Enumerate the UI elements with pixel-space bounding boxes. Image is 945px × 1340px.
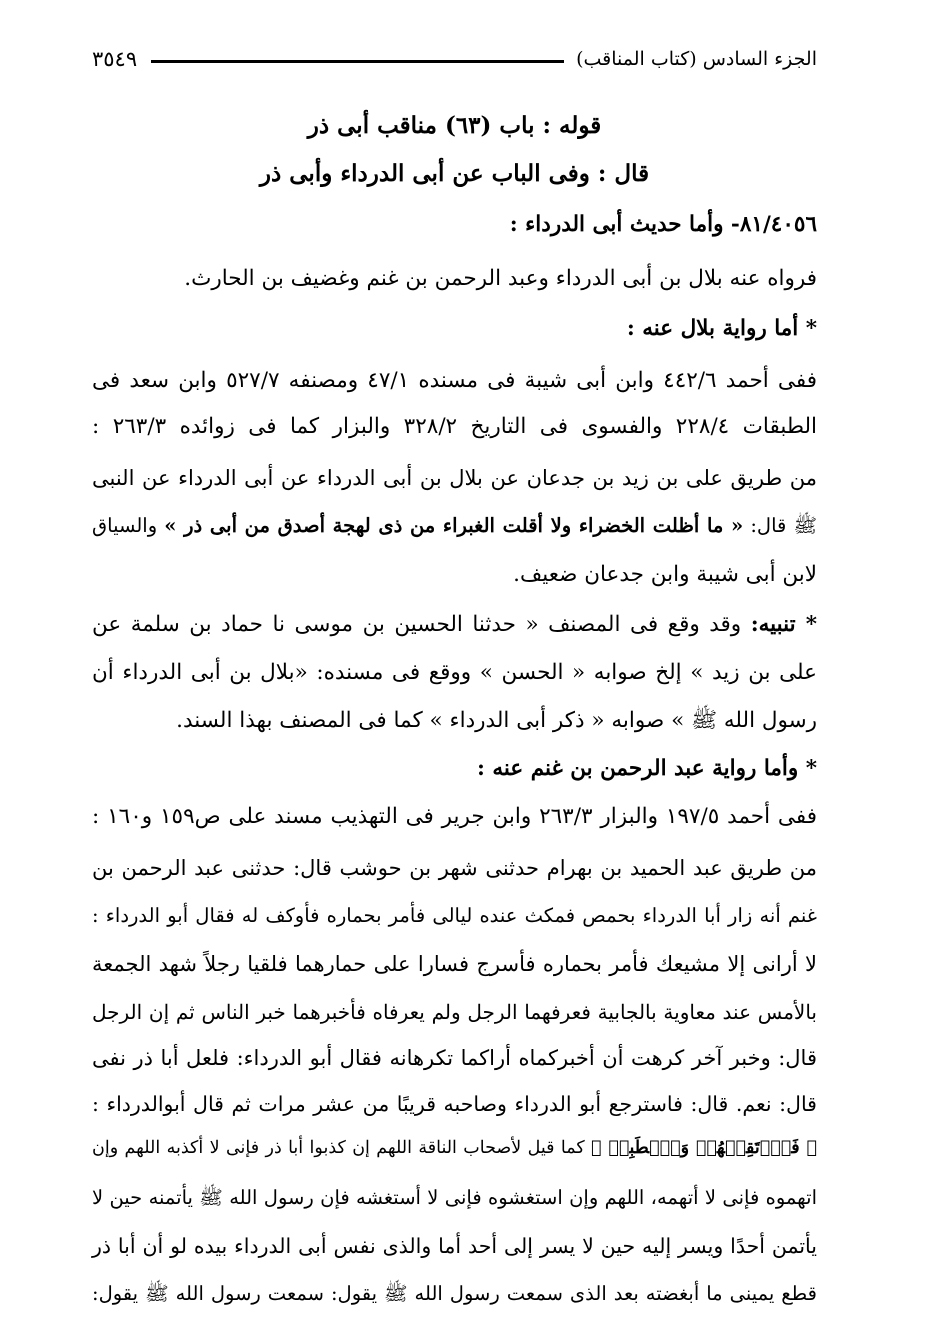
paragraph-line: اتهموه فإنى لا أتهمه، اللهم وإن استغشوه فإنى لا أستغشه فإن رسول الله ﷺ يأتمنه حين لا <box>92 1186 817 1209</box>
paragraph-line-tanbih <box>92 614 817 636</box>
page-number: ٣٥٤٩ <box>92 47 138 71</box>
paragraph-line-quran <box>92 1140 817 1158</box>
book-page <box>92 44 817 1320</box>
paragraph-line: من طريق على بن زيد بن جدعان عن بلال بن أبى الدرداء عن أبى الدرداء عن النبى <box>92 466 817 490</box>
paragraph-line: قال: نعم. قال: فاسترجع أبو الدرداء وصاحبه قريبًا من عشر مرات ثم قال أبوالدرداء : <box>92 1092 817 1116</box>
paragraph-line-hadith <box>92 516 817 536</box>
text-span: وقد وقع فى المصنف « حدثنا الحسين بن موسى نا حماد بن سلمة عن <box>92 612 751 637</box>
paragraph-line: يأتمن أحدًا ويسر إليه حين لا يسر إلى أحد أما والذى نفس أبى الدرداء بيده لو أن أبا ذر <box>92 1234 817 1258</box>
chapter-heading: قوله : باب (٦٣) مناقب أبى ذر <box>307 112 602 139</box>
paragraph-line: ففى أحمد ١٩٧/٥ والبزار ٢٦٣/٣ وابن جرير فى التهذيب مسند على ص١٥٩ و١٦٠ : <box>92 804 817 829</box>
text-span: ﷺ قال: <box>743 514 817 537</box>
paragraph-line: لا أرانى إلا مشيعك فأمر بحماره فأسرج فسارا على حمارهما فلقيا رجلاً شهد الجمعة <box>92 952 817 976</box>
quran-quote: ﴿ فَٱرۡتَقِبۡهُمۡ وَٱصۡطَبِرۡ ﴾ <box>591 1138 818 1158</box>
subheading-bilal: * أما رواية بلال عنه : <box>626 316 817 341</box>
paragraph-line: لابن أبى شيبة وابن جدعان ضعيف. <box>513 562 817 587</box>
paragraph-line: الطبقات ٢٢٨/٤ والفسوى فى التاريخ ٣٢٨/٢ والبزار كما فى زوائده ٢٦٣/٣ : <box>92 414 817 439</box>
paragraph-line: قطع يمينى ما أبغضته بعد الذى سمعت رسول الله ﷺ يقول: سمعت رسول الله ﷺ يقول: <box>92 1282 817 1305</box>
paragraph-line: على بن زيد » إلخ صوابه « الحسن » ووقع فى مسنده: «بلال بن أبى الدرداء أن <box>92 660 817 685</box>
paragraph-line: بالأمس عند معاوية بالجابية فعرفهما الرجل ولم يعرفاه فأخبرهما خبر الناس ثم إن الرجل <box>92 1000 817 1024</box>
text-span: والسياق <box>92 514 165 537</box>
paragraph-line: رسول الله ﷺ » صوابه « ذكر أبى الدرداء » كما فى المصنف بهذا السند. <box>176 708 817 733</box>
tanbih-label: * تنبيه: <box>750 612 817 637</box>
section-heading-abu-darda: ٨١/٤٠٥٦- وأما حديث أبى الدرداء : <box>509 212 817 237</box>
chapter-subheading: قال : وفى الباب عن أبى الدرداء وأبى ذر <box>259 160 650 187</box>
paragraph-line: غنم أنه زار أبا الدرداء بحمص فمكث عنده ليالى فأمر بحماره فأوكف له فقال أبو الدرداء : <box>92 904 817 927</box>
paragraph-line: ففى أحمد ٤٤٢/٦ وابن أبى شيبة فى مسنده ٤٧/١ ومصنفه ٥٢٧/٧ وابن سعد فى <box>92 368 817 393</box>
paragraph-line: فرواه عنه بلال بن أبى الدرداء وعبد الرحمن بن غنم وغضيف بن الحارث. <box>184 266 817 291</box>
running-title: الجزء السادس (كتاب المناقب) <box>576 48 817 70</box>
paragraph-line: من طريق عبد الحميد بن بهرام حدثنى شهر بن حوشب قال: حدثنى عبد الرحمن بن <box>92 856 817 880</box>
header-rule <box>151 60 564 63</box>
hadith-quote: « ما أظلت الخضراء ولا أقلت الغبراء من ذى لهجة أصدق من أبى ذر » <box>164 514 744 537</box>
text-span: كما قيل لأصحاب الناقة اللهم إن كذبوا أبا ذر فإنى لا أكذبه اللهم وإن <box>92 1138 592 1158</box>
running-header <box>92 44 817 74</box>
subheading-abdurrahman: * وأما رواية عبد الرحمن بن غنم عنه : <box>476 756 817 781</box>
paragraph-line: قال: وخبر آخر كرهت أن أخبركماه أراكما تكرهانه فقال أبو الدرداء: فلعل أبا ذر نفى <box>92 1046 817 1070</box>
